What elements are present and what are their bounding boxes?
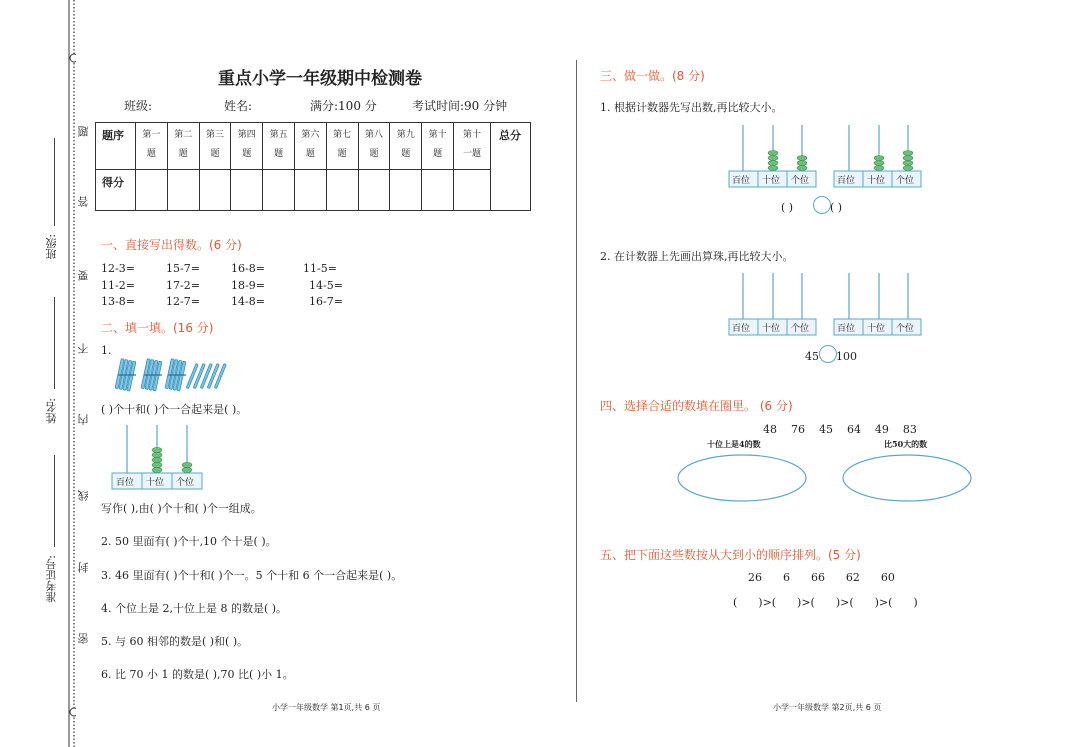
arith-item: 14-8= [231,295,265,308]
side-class-line [54,138,55,226]
binding-margin [0,0,76,747]
set-left-label: 十位上是4的数 [707,439,761,449]
section2-q2: 2. 50 里面有( )个十,10 个十是( )。 [101,535,277,548]
section2-q1-number: 1. [101,344,112,357]
abacus-label: 百位 [837,176,856,186]
side-class-label: 班级: [45,234,58,260]
abacus-label: 百位 [116,478,135,488]
score-table-col-head: 第十 题 [422,123,454,170]
arith-item: 12-3= [101,262,135,275]
header-exam-time: 考试时间:90 分钟 [412,99,508,113]
compare-blank-left[interactable]: ( ) [781,201,794,214]
score-table-col-head: 第八 题 [358,123,390,170]
abacus-label: 十位 [867,324,886,334]
arith-item: 18-9= [231,278,265,292]
score-table-col-head: 第四 题 [231,123,263,170]
stick-bundles-icon [115,357,227,393]
score-cell[interactable] [231,170,263,211]
set-right-ellipse [843,455,971,501]
abacus-label: 十位 [146,478,165,488]
abacus-label: 个位 [896,176,915,186]
compare-number-left: 45 [805,350,819,363]
score-cell[interactable] [294,170,326,211]
abacus-label: 百位 [732,176,751,186]
compare-circle[interactable] [819,345,837,363]
score-cell[interactable] [167,170,199,211]
section2-q3: 3. 46 里面有( )个十和( )个一。5 个十和 6 个一合起来是( )。 [101,569,403,582]
score-table-col-head: 第十 一题 [454,123,491,170]
section3-q1: 1. 根据计数器先写出数,再比较大小。 [600,101,783,114]
score-table-order-head: 题序 [96,123,136,170]
binding-char: 线 [77,490,90,501]
section2-q1-write: 写作( ),由( )个十和( )个一组成。 [101,502,262,515]
abacus-pair-q2 [728,271,924,337]
arith-item: 16-7= [309,295,343,308]
binding-char: 题 [77,126,90,137]
score-table-total-head: 总分 [491,123,531,211]
section2-q6: 6. 比 70 小 1 的数是( ),70 比( )小 1。 [101,668,294,681]
score-table-col-head: 第一 题 [136,123,168,170]
score-cell[interactable] [358,170,390,211]
section5-heading: 五、把下面这些数按从大到小的顺序排列。(5 分) [600,548,861,562]
side-exam-no-line [54,455,55,547]
score-table-col-head: 第二 题 [167,123,199,170]
section5-numbers: 26 6 66 62 60 [748,571,895,584]
side-exam-no-label: 准考证号: [45,555,58,603]
header-name-label: 姓名: [224,99,253,113]
score-table-col-head: 第五 题 [263,123,295,170]
binding-char: 要 [77,270,90,281]
section3-q2: 2. 在计数器上先画出算珠,再比较大小。 [600,250,794,263]
footer-right: 小学一年级数学 第2页,共 6 页 [773,703,882,712]
section2-heading: 二、填一填。(16 分) [101,321,214,335]
set-left-ellipse [678,455,806,501]
arith-item: 13-8= [101,295,135,308]
set-right-label: 比50大的数 [884,439,928,449]
footer-left: 小学一年级数学 第1页,共 6 页 [272,703,381,712]
binding-char: 封 [77,562,90,573]
section2-q5: 5. 与 60 相邻的数是( )和( )。 [101,635,249,648]
arith-item: 16-8= [231,262,265,275]
abacus-label: 十位 [762,176,781,186]
score-cell[interactable] [390,170,422,211]
abacus-label: 个位 [176,478,195,488]
section4-numbers: 48 76 45 64 49 83 [763,423,917,436]
binding-char: 内 [77,414,90,425]
score-table-col-head: 第三 题 [199,123,231,170]
binding-char: 不 [77,343,90,354]
score-table-score-head: 得分 [96,170,136,211]
score-cell[interactable] [263,170,295,211]
compare-blank-right[interactable]: ( ) [830,201,843,214]
side-name-line [54,297,55,389]
arith-item: 11-2= [101,278,135,292]
arith-item: 14-5= [309,278,343,292]
header-class-label: 班级: [124,99,153,113]
section1-arith-grid [101,261,343,311]
score-table-col-head: 第九 题 [390,123,422,170]
abacus-label: 十位 [867,176,886,186]
compare-number-right: 100 [836,350,857,363]
abacus-label: 百位 [837,324,856,334]
arith-item: 12-7= [166,295,200,308]
section3-heading: 三、做一做。(8 分) [600,69,705,83]
section2-q1-line: ( )个十和( )个一合起来是( )。 [101,403,248,416]
side-name-label: 姓名: [45,398,58,424]
score-cell[interactable] [422,170,454,211]
binding-char: 答 [77,196,90,207]
set-ellipses [676,452,976,504]
score-cell[interactable] [199,170,231,211]
section2-q4: 4. 个位上是 2,十位上是 8 的数是( )。 [101,602,288,615]
abacus-label: 个位 [896,324,915,334]
score-table-col-head: 第六 题 [294,123,326,170]
section5-blanks[interactable]: ( )>( )>( )>( )>( ) [733,596,918,609]
abacus-label: 个位 [791,176,810,186]
arith-item: 17-2= [166,278,200,292]
arith-item: 11-5= [303,262,337,275]
score-cell[interactable] [454,170,491,211]
score-cell[interactable] [136,170,168,211]
page-title: 重点小学一年级期中检测卷 [218,69,422,89]
compare-circle[interactable] [813,196,831,214]
score-table [95,122,531,211]
page-divider [576,60,577,702]
section1-heading: 一、直接写出得数。(6 分) [101,238,242,252]
abacus-pair-q1 [728,123,924,189]
section4-heading: 四、选择合适的数填在圈里。 (6 分) [600,399,793,413]
abacus-label: 十位 [762,324,781,334]
abacus-label: 个位 [791,324,810,334]
score-cell[interactable] [326,170,358,211]
score-table-col-head: 第七 题 [326,123,358,170]
binding-char: 密 [77,633,90,644]
arith-item: 15-7= [166,262,200,275]
abacus-label: 百位 [732,324,751,334]
header-full-score: 满分:100 分 [310,99,377,113]
